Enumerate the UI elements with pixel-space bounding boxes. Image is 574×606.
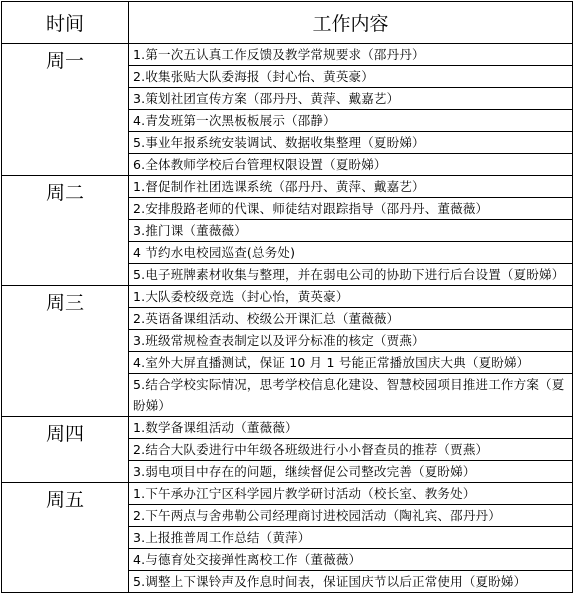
day-label: 周四 [45, 423, 84, 445]
task-item: 1.第一次五认真工作反馈及教学常规要求（邵丹丹） [129, 44, 573, 66]
day-label: 周五 [45, 489, 84, 511]
task-item: 5.调整上下课铃声及作息时间表，保证国庆节以后正常使用（夏盼娣） [129, 571, 573, 593]
header-time: 时间 [2, 2, 129, 44]
header-content: 工作内容 [129, 2, 573, 44]
task-item: 3.推门课（董薇薇） [129, 220, 573, 242]
task-item: 6.全体教师学校后台管理权限设置（夏盼娣） [129, 154, 573, 176]
task-item: 1.下午承办江宁区科学园片教学研讨活动（校长室、教务处） [129, 483, 573, 505]
header-row [2, 2, 573, 44]
task-item: 4.与德育处交接弹性离校工作（董薇薇） [129, 549, 573, 571]
task-item: 5.事业年报系统安装调试、数据收集整理（夏盼娣） [129, 132, 573, 154]
day-cell-tue [2, 176, 129, 286]
task-item: 2.结合大队委进行中年级各班级进行小小督查员的推荐（贾燕） [129, 439, 573, 461]
weekly-schedule-table [1, 1, 573, 593]
day-cell-wed [2, 286, 129, 417]
table-row [2, 483, 573, 505]
day-cell-mon [2, 44, 129, 176]
day-label: 周三 [45, 292, 84, 314]
table-row [2, 286, 573, 308]
day-label: 周二 [45, 182, 84, 204]
table-row [2, 176, 573, 198]
task-item: 1.数学备课组活动（董薇薇） [129, 417, 573, 439]
task-item: 4.青发班第一次黑板板展示（邵静） [129, 110, 573, 132]
task-item: 4 节约水电校园巡查(总务处) [129, 242, 573, 264]
task-item: 3.上报推普周工作总结（黄萍） [129, 527, 573, 549]
day-cell-fri [2, 483, 129, 593]
table-row [2, 44, 573, 66]
day-cell-thu [2, 417, 129, 483]
task-item: 1.大队委校级竞选（封心怡，黄英豪） [129, 286, 573, 308]
task-item: 2.收集张贴大队委海报（封心怡、黄英豪） [129, 66, 573, 88]
task-item: 3.班级常规检查表制定以及评分标准的核定（贾燕） [129, 330, 573, 352]
task-item: 4.室外大屏直播测试，保证 10 月 1 号能正常播放国庆大典（夏盼娣） [129, 352, 573, 374]
task-item: 2.下午两点与舍弗勒公司经理商讨进校园活动（陶礼宾、邵丹丹） [129, 505, 573, 527]
task-item: 5.电子班牌素材收集与整理，并在弱电公司的协助下进行后台设置（夏盼娣） [129, 264, 573, 286]
task-item: 3.策划社团宣传方案（邵丹丹、黄萍、戴嘉艺） [129, 88, 573, 110]
day-label: 周一 [45, 50, 84, 72]
task-item: 2.英语备课组活动、校级公开课汇总（董薇薇） [129, 308, 573, 330]
task-item: 5.结合学校实际情况，思考学校信息化建设、智慧校园项目推进工作方案（夏盼娣） [129, 374, 573, 417]
task-item: 3.弱电项目中存在的问题，继续督促公司整改完善（夏盼娣） [129, 461, 573, 483]
table-row [2, 417, 573, 439]
task-item: 1.督促制作社团选课系统（邵丹丹、黄萍、戴嘉艺） [129, 176, 573, 198]
task-item: 2.安排殷路老师的代课、师徒结对跟踪指导（邵丹丹、董薇薇） [129, 198, 573, 220]
